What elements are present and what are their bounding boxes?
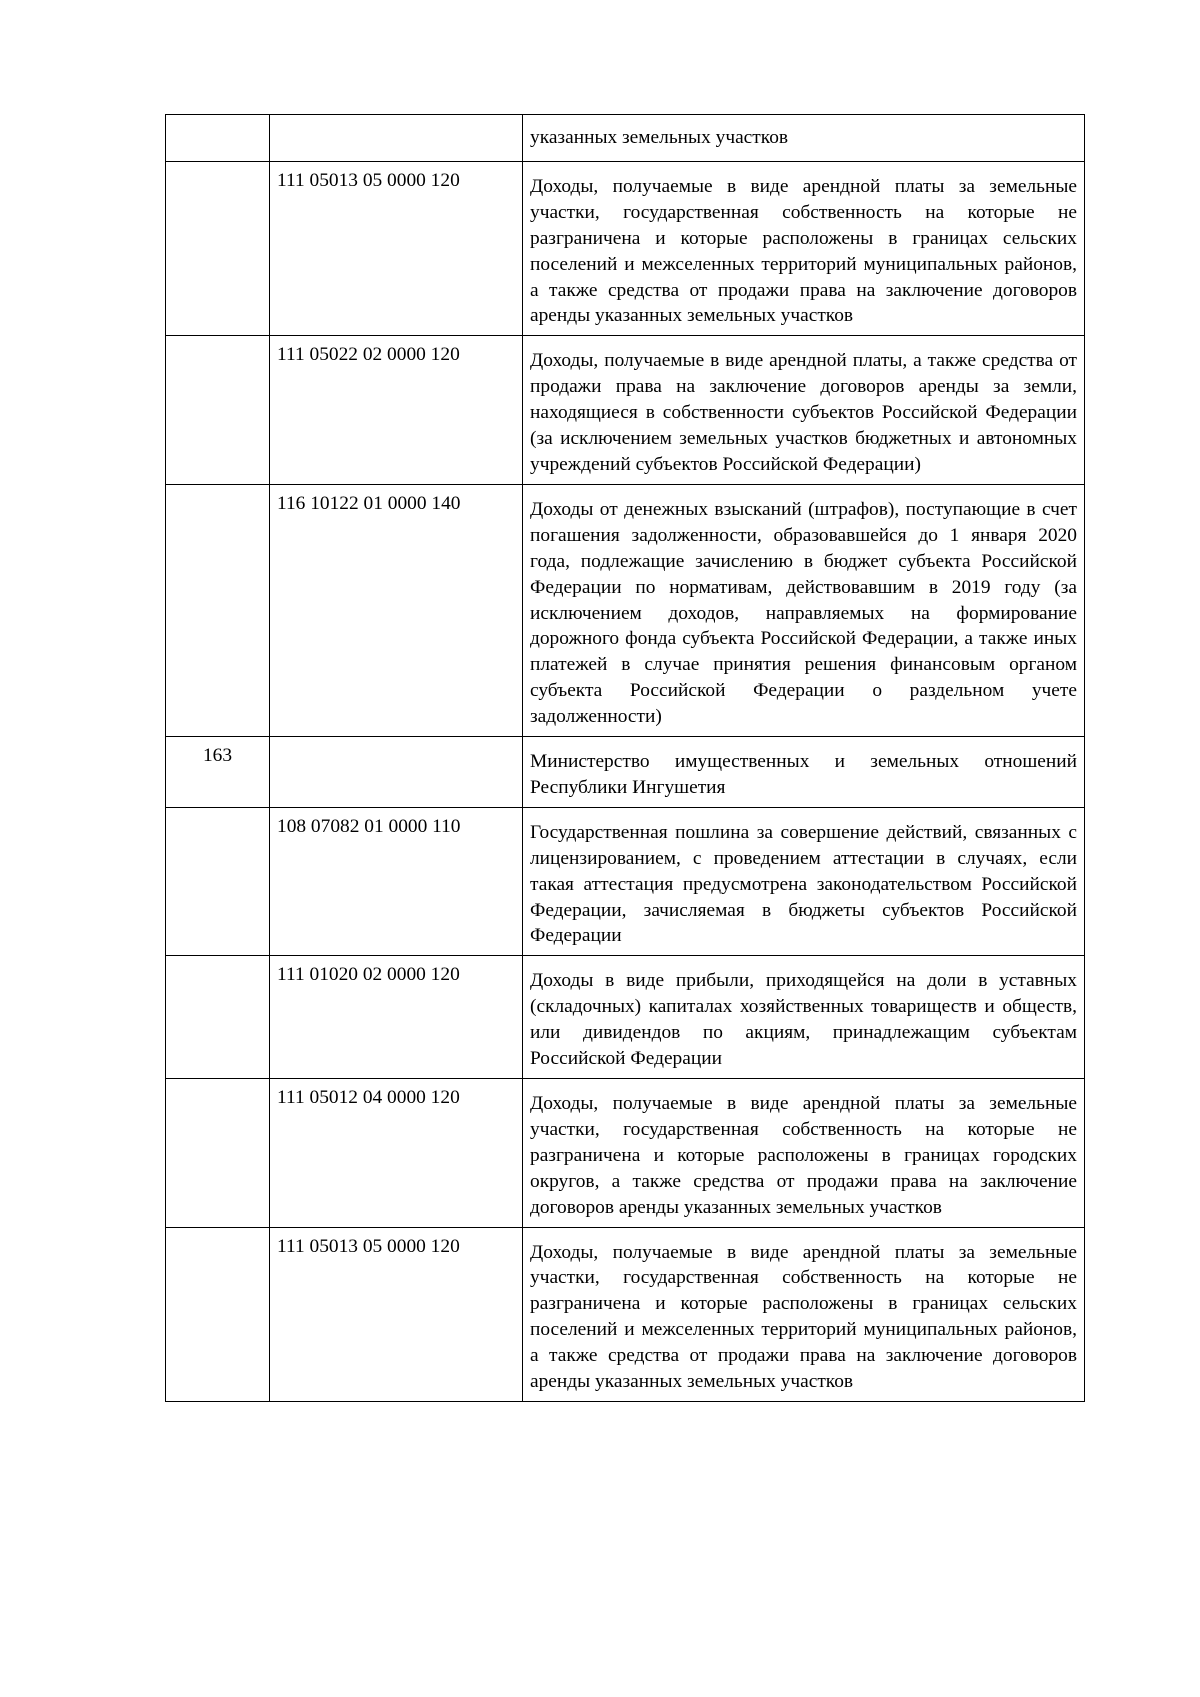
budget-code-cell: 111 05013 05 0000 120: [270, 1227, 523, 1401]
table-row: [166, 336, 1085, 485]
budget-code-cell: [270, 737, 523, 808]
budget-code-cell: [270, 115, 523, 162]
description-cell: Доходы в виде прибыли, приходящейся на доли в уставных (складочных) капиталах хозяйственных товариществ и обществ, или дивидендов по акциям, принадлежащим субъектам Российской Федерации: [523, 956, 1085, 1079]
table-row: [166, 956, 1085, 1079]
budget-code-cell: 116 10122 01 0000 140: [270, 484, 523, 736]
table-row: [166, 484, 1085, 736]
admin-code-cell: [166, 807, 270, 956]
table-row: [166, 1227, 1085, 1401]
table-row: [166, 115, 1085, 162]
description-cell: Доходы от денежных взысканий (штрафов), поступающие в счет погашения задолженности, образовавшейся до 1 января 2020 года, подлежащие зачислению в бюджет субъекта Российской Федерации по нормативам, действовавшим в 2019 году (за исключением доходов, направляемых на формирование дорожного фонда субъекта Российской Федерации, а также иных платежей в случае принятия решения финансовым органом субъекта Российской Федерации о раздельном учете задолженности): [523, 484, 1085, 736]
budget-code-cell: 111 05022 02 0000 120: [270, 336, 523, 485]
budget-code-cell: 111 01020 02 0000 120: [270, 956, 523, 1079]
budget-code-cell: 111 05013 05 0000 120: [270, 161, 523, 335]
admin-code-cell: [166, 1079, 270, 1228]
budget-code-cell: 108 07082 01 0000 110: [270, 807, 523, 956]
revenue-codes-table: [165, 114, 1085, 1402]
table-row: [166, 161, 1085, 335]
admin-code-cell: [166, 115, 270, 162]
admin-code-cell: [166, 336, 270, 485]
table-row: [166, 807, 1085, 956]
description-cell: Доходы, получаемые в виде арендной платы за земельные участки, государственная собственность на которые не разграничена и которые расположены в границах сельских поселений и межселенных территорий муниципальных районов, а также средства от продажи права на заключение договоров аренды указанных земельных участков: [523, 161, 1085, 335]
admin-code-cell: [166, 1227, 270, 1401]
table-row: [166, 1079, 1085, 1228]
description-cell: Доходы, получаемые в виде арендной платы, а также средства от продажи права на заключение договоров аренды за земли, находящиеся в собственности субъектов Российской Федерации (за исключением земельных участков бюджетных и автономных учреждений субъектов Российской Федерации): [523, 336, 1085, 485]
table-row: [166, 737, 1085, 808]
admin-code-cell: 163: [166, 737, 270, 808]
admin-code-cell: [166, 956, 270, 1079]
description-cell: указанных земельных участков: [523, 115, 1085, 162]
description-cell: Доходы, получаемые в виде арендной платы за земельные участки, государственная собственность на которые не разграничена и которые расположены в границах городских округов, а также средства от продажи права на заключение договоров аренды указанных земельных участков: [523, 1079, 1085, 1228]
description-cell: Государственная пошлина за совершение действий, связанных с лицензированием, с проведением аттестации в случаях, если такая аттестация предусмотрена законодательством Российской Федерации, зачисляемая в бюджеты субъектов Российской Федерации: [523, 807, 1085, 956]
description-cell: Министерство имущественных и земельных отношений Республики Ингушетия: [523, 737, 1085, 808]
description-cell: Доходы, получаемые в виде арендной платы за земельные участки, государственная собственность на которые не разграничена и которые расположены в границах сельских поселений и межселенных территорий муниципальных районов, а также средства от продажи права на заключение договоров аренды указанных земельных участков: [523, 1227, 1085, 1401]
budget-code-cell: 111 05012 04 0000 120: [270, 1079, 523, 1228]
admin-code-cell: [166, 484, 270, 736]
admin-code-cell: [166, 161, 270, 335]
